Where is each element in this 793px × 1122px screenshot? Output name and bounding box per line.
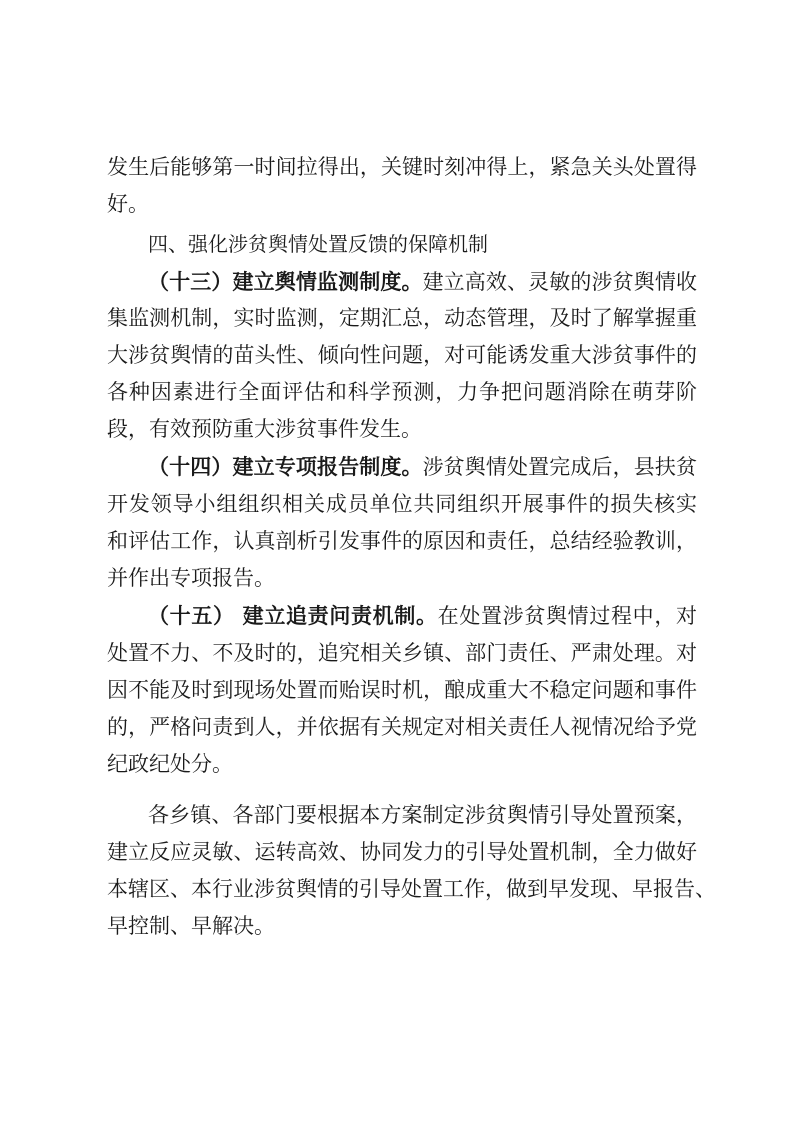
paragraph-line: 本辖区、本行业涉贫舆情的引导处置工作，做到早发现、早报告、 — [107, 877, 716, 901]
section-heading: 四、强化涉贫舆情处置反馈的保障机制 — [148, 232, 488, 256]
paragraph-line — [148, 601, 697, 631]
clause-title: （十五） 建立追责问责机制。 — [148, 604, 438, 628]
paragraph-line: 的，严格问责到人，并依据有关规定对相关责任人视情况给予党 — [107, 715, 697, 739]
paragraph-line: 发生后能够第一时间拉得出，关键时刻冲得上，紧急关头处置得 — [107, 155, 697, 179]
paragraph-line: 建立反应灵敏、运转高效、协同发力的引导处置机制，全力做好 — [107, 840, 697, 864]
clause-text: 涉贫舆情处置完成后，县扶贫 — [422, 455, 698, 479]
paragraph-line: 因不能及时到现场处置而贻误时机，酿成重大不稳定问题和事件 — [107, 678, 697, 702]
paragraph-line — [148, 267, 697, 297]
paragraph-line: 处置不力、不及时的，追究相关乡镇、部门责任、严肃处理。对 — [107, 641, 697, 665]
paragraph-line: 集监测机制，实时监测，定期汇总，动态管理，及时了解掌握重 — [107, 306, 697, 330]
paragraph-line: 和评估工作，认真剖析引发事件的原因和责任，总结经验教训， — [107, 529, 697, 553]
paragraph-line: 段，有效预防重大涉贫事件发生。 — [107, 417, 422, 441]
paragraph-line — [148, 452, 697, 482]
paragraph-line: 各种因素进行全面评估和科学预测，力争把问题消除在萌芽阶 — [107, 380, 697, 404]
paragraph-line: 好。 — [107, 192, 149, 216]
paragraph-line: 各乡镇、各部门要根据本方案制定涉贫舆情引导处置预案， — [148, 803, 697, 827]
paragraph-line: 早控制、早解决。 — [107, 914, 275, 938]
clause-title: （十三）建立舆情监测制度。 — [148, 270, 423, 294]
paragraph-line: 纪政纪处分。 — [107, 752, 233, 776]
paragraph-line: 大涉贫舆情的苗头性、倾向性问题，对可能诱发重大涉贫事件的 — [107, 343, 697, 367]
clause-text: 建立高效、灵敏的涉贫舆情收 — [422, 270, 698, 294]
clause-text: 在处置涉贫舆情过程中，对 — [437, 604, 697, 628]
clause-title: （十四）建立专项报告制度。 — [148, 455, 423, 479]
paragraph-line: 并作出专项报告。 — [107, 566, 275, 590]
paragraph-line: 开发领导小组组织相关成员单位共同组织开展事件的损失核实 — [107, 492, 697, 516]
